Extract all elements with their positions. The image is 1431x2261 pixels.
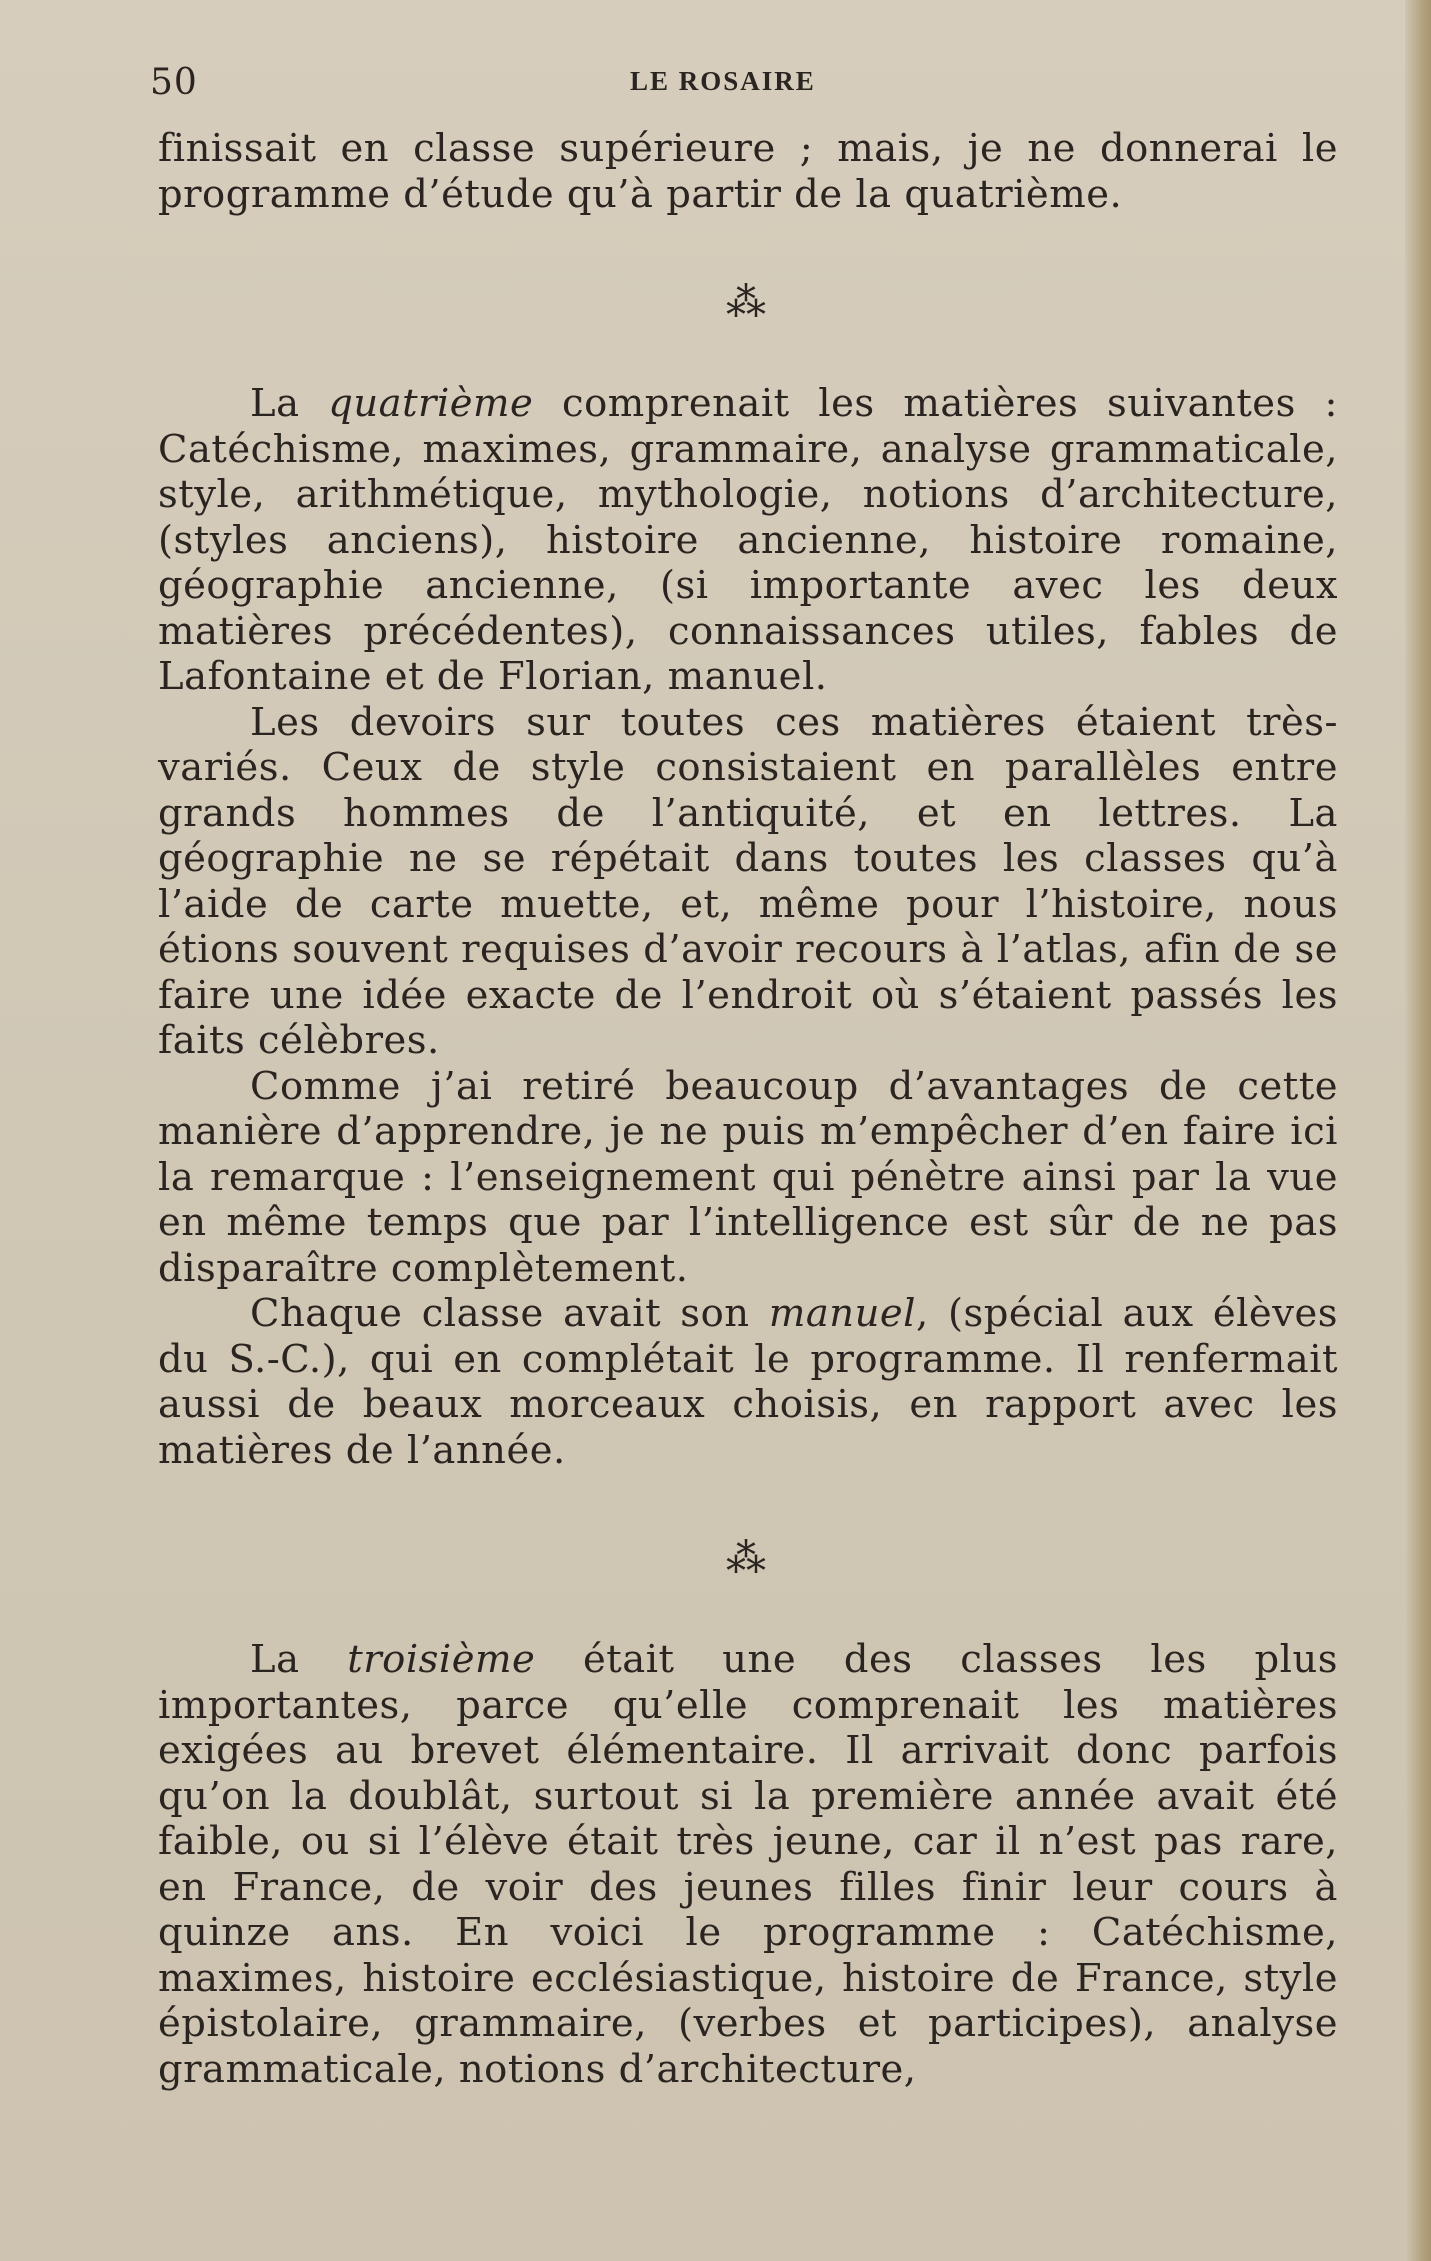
paragraph-troisieme	[158, 1637, 1338, 2092]
page-body	[158, 126, 1338, 2092]
paragraph-continuation: finissait en classe supérieure ; mais, je ne donnerai le programme d’étude qu’à partir de la quatrième.	[158, 126, 1338, 217]
paragraph-troisieme-rest: était une des classes les plus importantes, parce qu’elle comprenait les matières exigées au brevet élémentaire. Il arrivait donc parfois qu’on la doublât, surtout si la première année avait été faible, ou si l’élève était très jeune, car il n’est pas rare, en France, de voir des jeunes filles finir leur cours à quinze ans. En voici le programme : Catéchisme, maximes, histoire ecclésiastique, histoire de France, style épistolaire, grammaire, (verbes et participes), analyse grammaticale, notions d’architecture,	[158, 1637, 1338, 2092]
page-number: 50	[150, 62, 198, 103]
paragraph-devoirs: Les devoirs sur toutes ces matières étaient très-variés. Ceux de style consistaient en parallèles entre grands hommes de l’antiquité, et en lettres. La géographie ne se répétait dans toutes les classes qu’à l’aide de carte muette, et, même pour l’histoire, nous étions souvent requises d’avoir recours à l’atlas, afin de se faire une idée exacte de l’endroit où s’étaient passés les faits célèbres.	[158, 699, 1338, 1063]
paragraph-comme: Comme j’ai retiré beaucoup d’avantages de cette manière d’apprendre, je ne puis m’empêcher d’en faire ici la remarque : l’enseignement qui pénètre ainsi par la vue en même temps que par l’intelligence est sûr de ne pas disparaître complètement.	[158, 1063, 1338, 1291]
asterism-divider	[158, 217, 1338, 347]
asterism-divider-2	[158, 1473, 1338, 1603]
paragraph-quatrieme-rest: comprenait les matières suivantes : Catéchisme, maximes, grammaire, analyse grammaticale, style, arithmétique, mythologie, notions d’architecture, (styles anciens), histoire ancienne, histoire romaine, géographie ancienne, (si importante avec les deux matières précédentes), connaissances utiles, fables de Lafontaine et de Florian, manuel.	[158, 381, 1338, 699]
page-edge	[1405, 0, 1431, 2261]
paragraph-troisieme-italic: troisième	[347, 1637, 536, 1682]
paragraph-manuel-lead: Chaque classe avait son	[250, 1291, 769, 1336]
paragraph-manuel	[158, 1291, 1338, 1473]
asterism-glyph-2: ⁂	[726, 1536, 770, 1582]
paragraph-troisieme-lead: La	[250, 1637, 348, 1682]
paragraph-manuel-rest: , (spécial aux élèves du S.-C.), qui en complétait le programme. Il renfermait aussi de beaux morceaux choisis, en rapport avec les matières de l’année.	[158, 1291, 1338, 1473]
asterism-glyph: ⁂	[726, 280, 770, 326]
paragraph-manuel-italic: manuel	[768, 1291, 916, 1336]
paragraph-quatrieme	[158, 381, 1338, 700]
running-title: LE ROSAIRE	[630, 66, 816, 96]
paragraph-quatrieme-italic: quatrième	[328, 381, 534, 426]
page-header	[150, 58, 1340, 108]
paragraph-quatrieme-lead: La	[250, 381, 329, 426]
